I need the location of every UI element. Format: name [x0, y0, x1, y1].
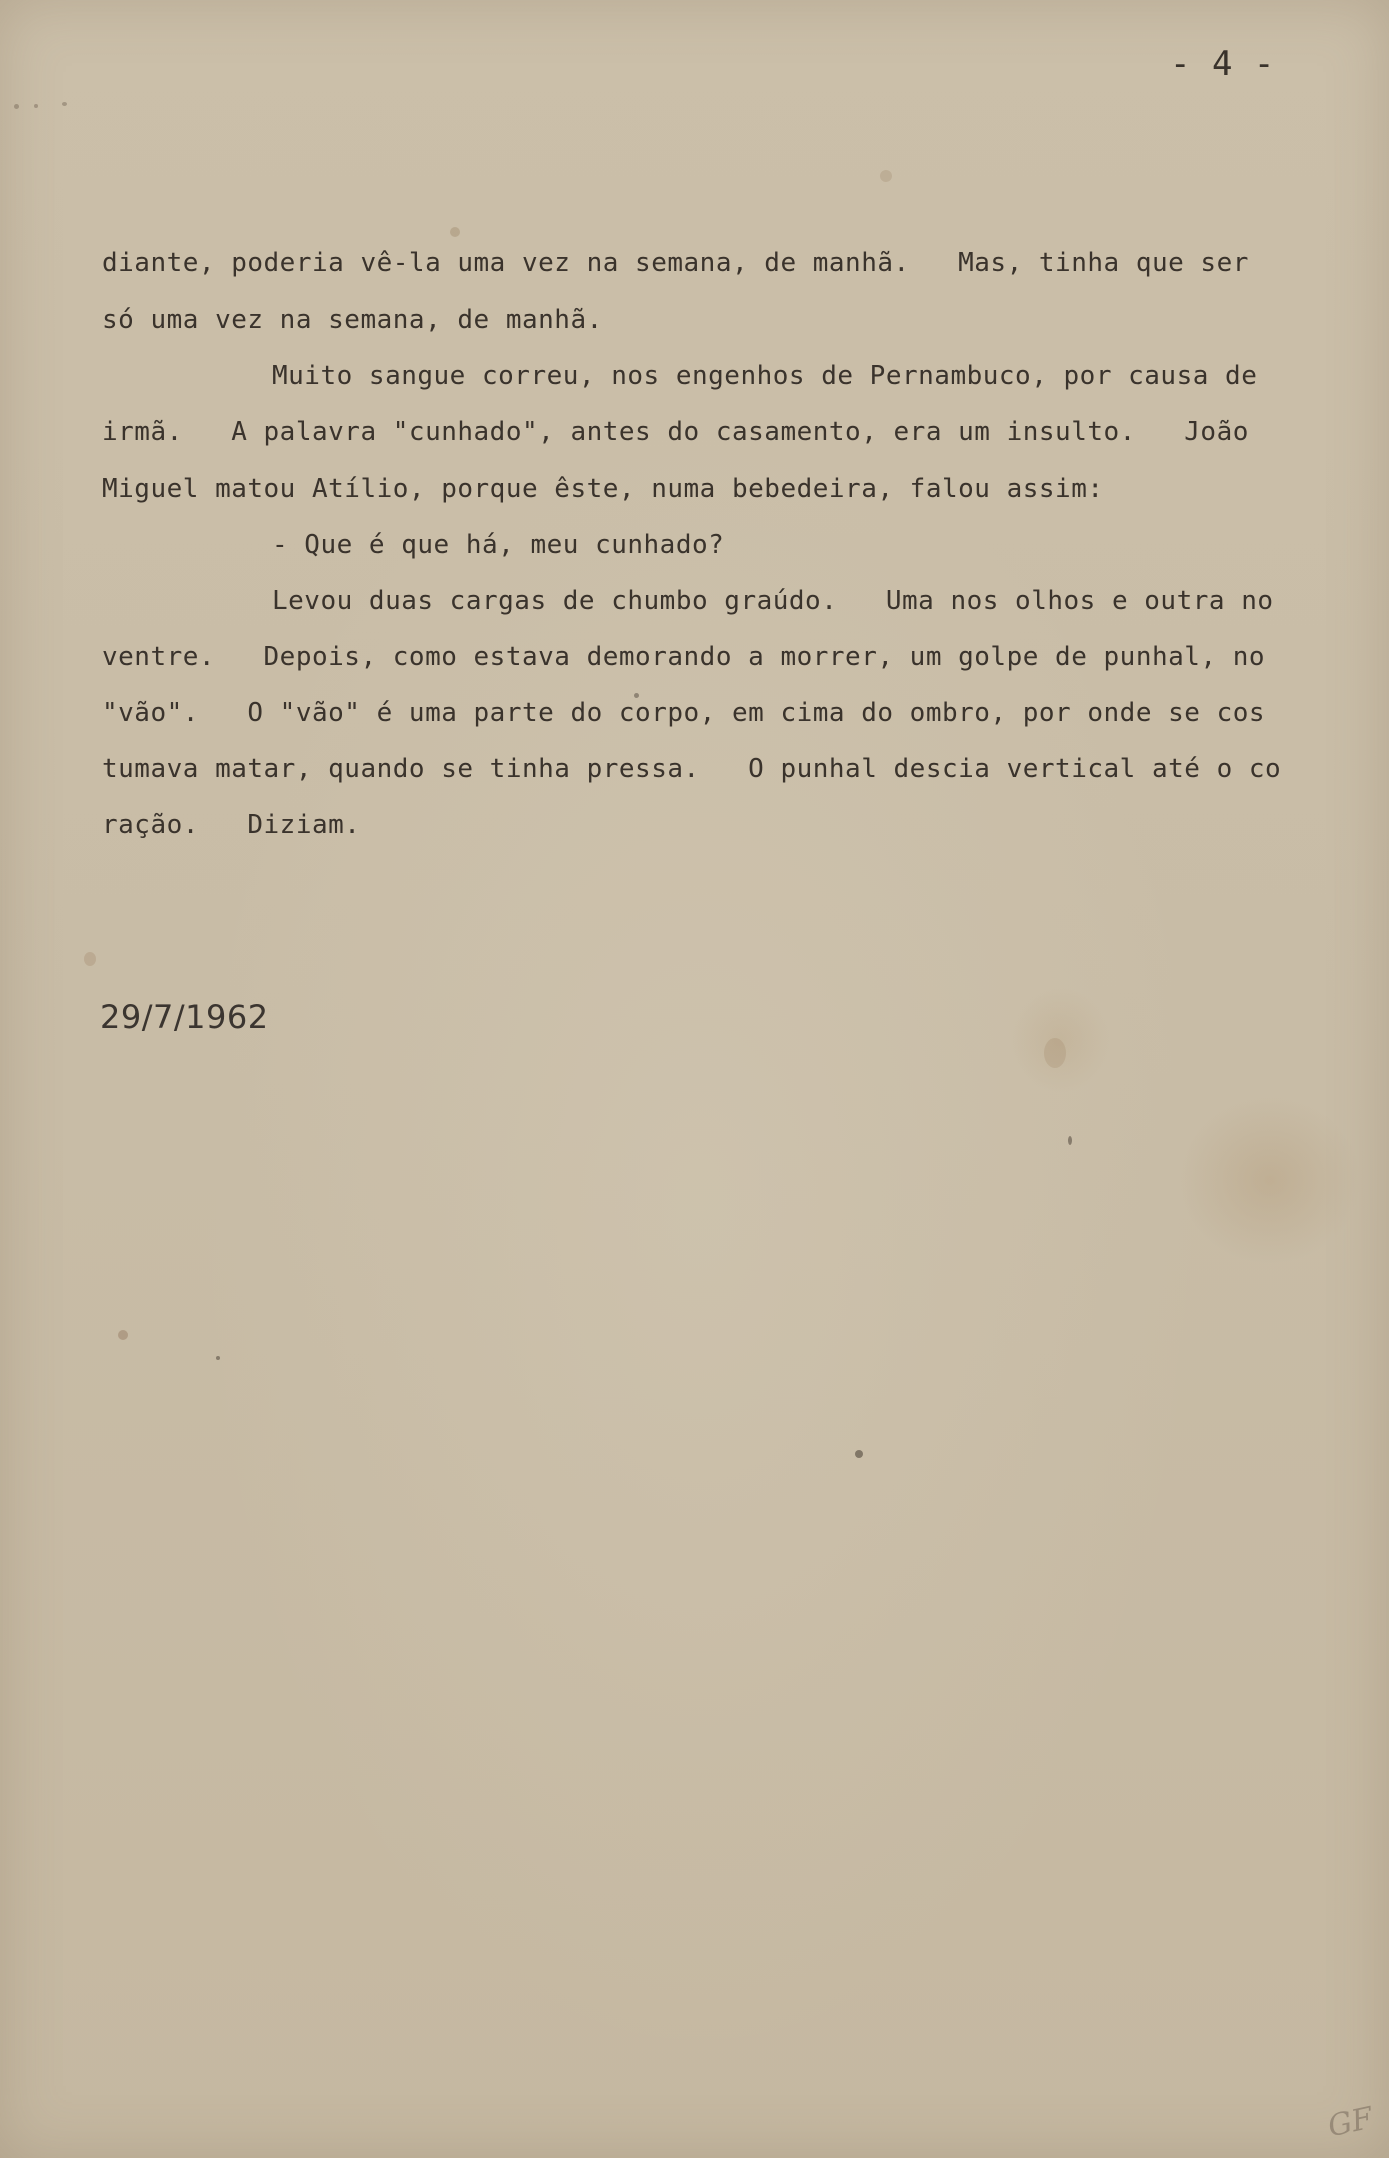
text-line: "vão". O "vão" é uma parte do corpo, em cima do ombro, por onde se cos: [102, 698, 1266, 728]
margin-annotation: GF: [1324, 2100, 1376, 2145]
text-line: - Que é que há, meu cunhado?: [272, 530, 725, 560]
text-line: diante, poderia vê-la uma vez na semana, de manhã. Mas, tinha que ser: [102, 248, 1249, 278]
text-line: Muito sangue correu, nos engenhos de Pernambuco, por causa de: [272, 361, 1258, 391]
text-line: ventre. Depois, como estava demorando a morrer, um golpe de punhal, no: [102, 642, 1266, 672]
document-date: 29/7/1962: [100, 998, 269, 1036]
text-line: ração. Diziam.: [102, 810, 361, 840]
page-number: - 4 -: [1170, 44, 1275, 84]
text-line: só uma vez na semana, de manhã.: [102, 305, 603, 335]
text-line: Miguel matou Atílio, porque êste, numa bebedeira, falou assim:: [102, 474, 1104, 504]
text-line: irmã. A palavra "cunhado", antes do casamento, era um insulto. João: [102, 417, 1249, 447]
text-line: tumava matar, quando se tinha pressa. O punhal descia vertical até o co: [102, 754, 1282, 784]
text-line: Levou duas cargas de chumbo graúdo. Uma nos olhos e outra no: [272, 586, 1274, 616]
